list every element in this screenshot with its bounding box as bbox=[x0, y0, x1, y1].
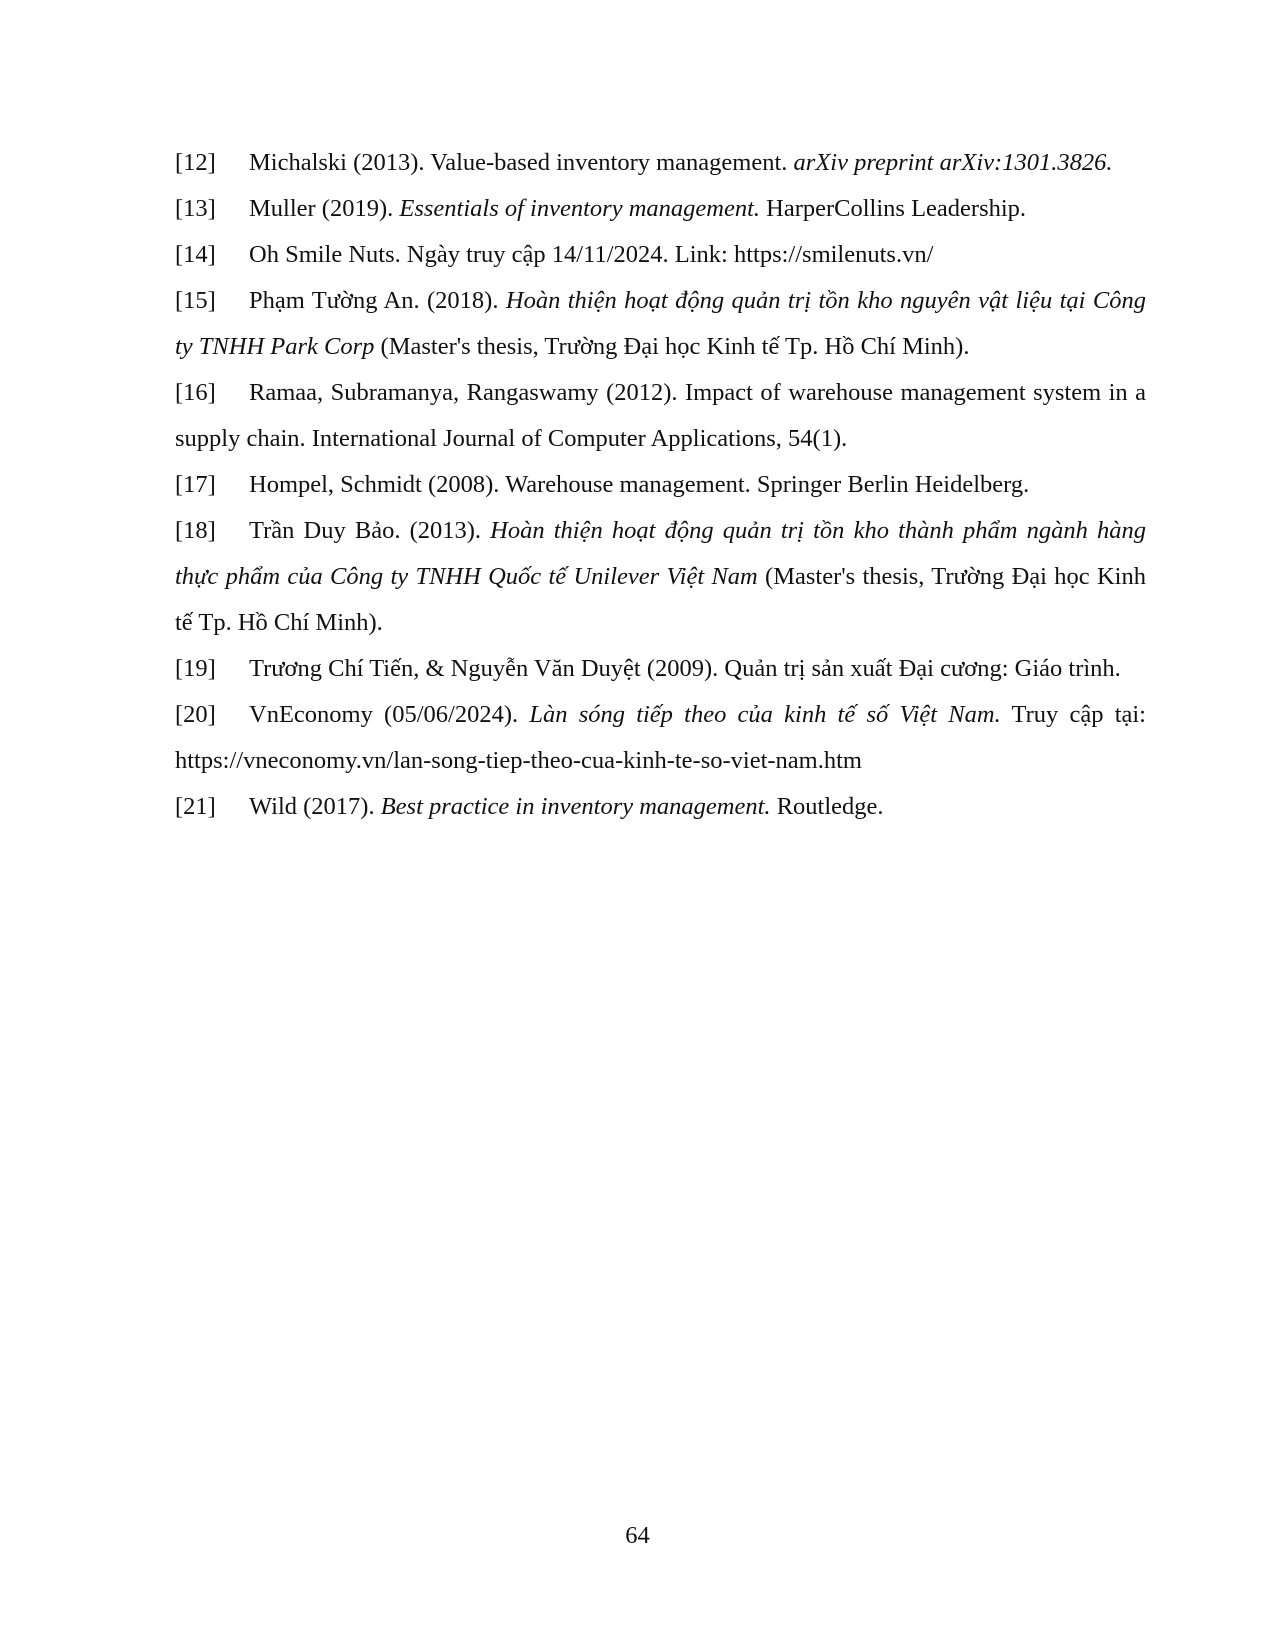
reference-number: [21] bbox=[175, 793, 216, 820]
reference-text-tail: Routledge. bbox=[770, 793, 884, 820]
reference-text: Oh Smile Nuts. Ngày truy cập 14/11/2024. Link: https://smilenuts.vn/ bbox=[249, 241, 934, 268]
reference-number: [12] bbox=[175, 149, 216, 176]
reference-item-19 bbox=[175, 646, 1146, 692]
reference-text-tail: Truy cập tại: https://vneconomy.vn/lan-song-tiep-theo-cua-kinh-te-so-viet-nam.htm bbox=[175, 701, 1146, 774]
reference-title-italic: Hoàn thiện hoạt động quản trị tồn kho nguyên vật liệu tại Công ty TNHH Park Corp bbox=[175, 287, 1146, 360]
reference-item-20 bbox=[175, 692, 1146, 784]
reference-list bbox=[175, 140, 1146, 830]
reference-item-14 bbox=[175, 232, 1146, 278]
reference-number: [19] bbox=[175, 655, 216, 682]
reference-title-italic: Essentials of inventory management. bbox=[399, 195, 761, 222]
reference-item-16 bbox=[175, 370, 1146, 462]
reference-text-tail: (Master's thesis, Trường Đại học Kinh tế Tp. Hồ Chí Minh). bbox=[175, 563, 1146, 636]
reference-title-italic: Làn sóng tiếp theo của kinh tế số Việt Nam. bbox=[529, 701, 1001, 728]
reference-title-italic: Best practice in inventory management. bbox=[380, 793, 771, 820]
reference-number: [15] bbox=[175, 287, 216, 314]
reference-number: [13] bbox=[175, 195, 216, 222]
reference-text: Trần Duy Bảo. (2013). bbox=[249, 517, 491, 544]
reference-title-italic: arXiv preprint arXiv:1301.3826. bbox=[793, 149, 1113, 176]
reference-number: [16] bbox=[175, 379, 216, 406]
reference-item-15 bbox=[175, 278, 1146, 370]
reference-item-13 bbox=[175, 186, 1146, 232]
reference-item-18 bbox=[175, 508, 1146, 646]
reference-text-tail: HarperCollins Leadership. bbox=[760, 195, 1027, 222]
reference-number: [18] bbox=[175, 517, 216, 544]
reference-text: Michalski (2013). Value-based inventory management. bbox=[249, 149, 794, 176]
reference-item-12 bbox=[175, 140, 1146, 186]
reference-title-italic: Hoàn thiện hoạt động quản trị tồn kho thành phẩm ngành hàng thực phẩm của Công ty TNHH Quốc tế Unilever Việt Nam bbox=[175, 517, 1146, 590]
reference-text: Wild (2017). bbox=[249, 793, 381, 820]
reference-number: [20] bbox=[175, 701, 216, 728]
reference-number: [14] bbox=[175, 241, 216, 268]
reference-text: Trương Chí Tiến, & Nguyễn Văn Duyệt (2009). Quản trị sản xuất Đại cương: Giáo trình. bbox=[249, 655, 1121, 682]
reference-text: Ramaa, Subramanya, Rangaswamy (2012). Impact of warehouse management system in a supply chain. International Journal of Computer Applications, 54(1). bbox=[175, 379, 1146, 452]
page-number: 64 bbox=[625, 1522, 650, 1549]
reference-text-tail: (Master's thesis, Trường Đại học Kinh tế Tp. Hồ Chí Minh). bbox=[374, 333, 970, 360]
reference-text: Muller (2019). bbox=[249, 195, 400, 222]
reference-item-21 bbox=[175, 784, 1146, 830]
reference-number: [17] bbox=[175, 471, 216, 498]
reference-text: VnEconomy (05/06/2024). bbox=[249, 701, 530, 728]
reference-text: Hompel, Schmidt (2008). Warehouse management. Springer Berlin Heidelberg. bbox=[249, 471, 1030, 498]
reference-text: Phạm Tường An. (2018). bbox=[249, 287, 506, 314]
reference-item-17 bbox=[175, 462, 1146, 508]
